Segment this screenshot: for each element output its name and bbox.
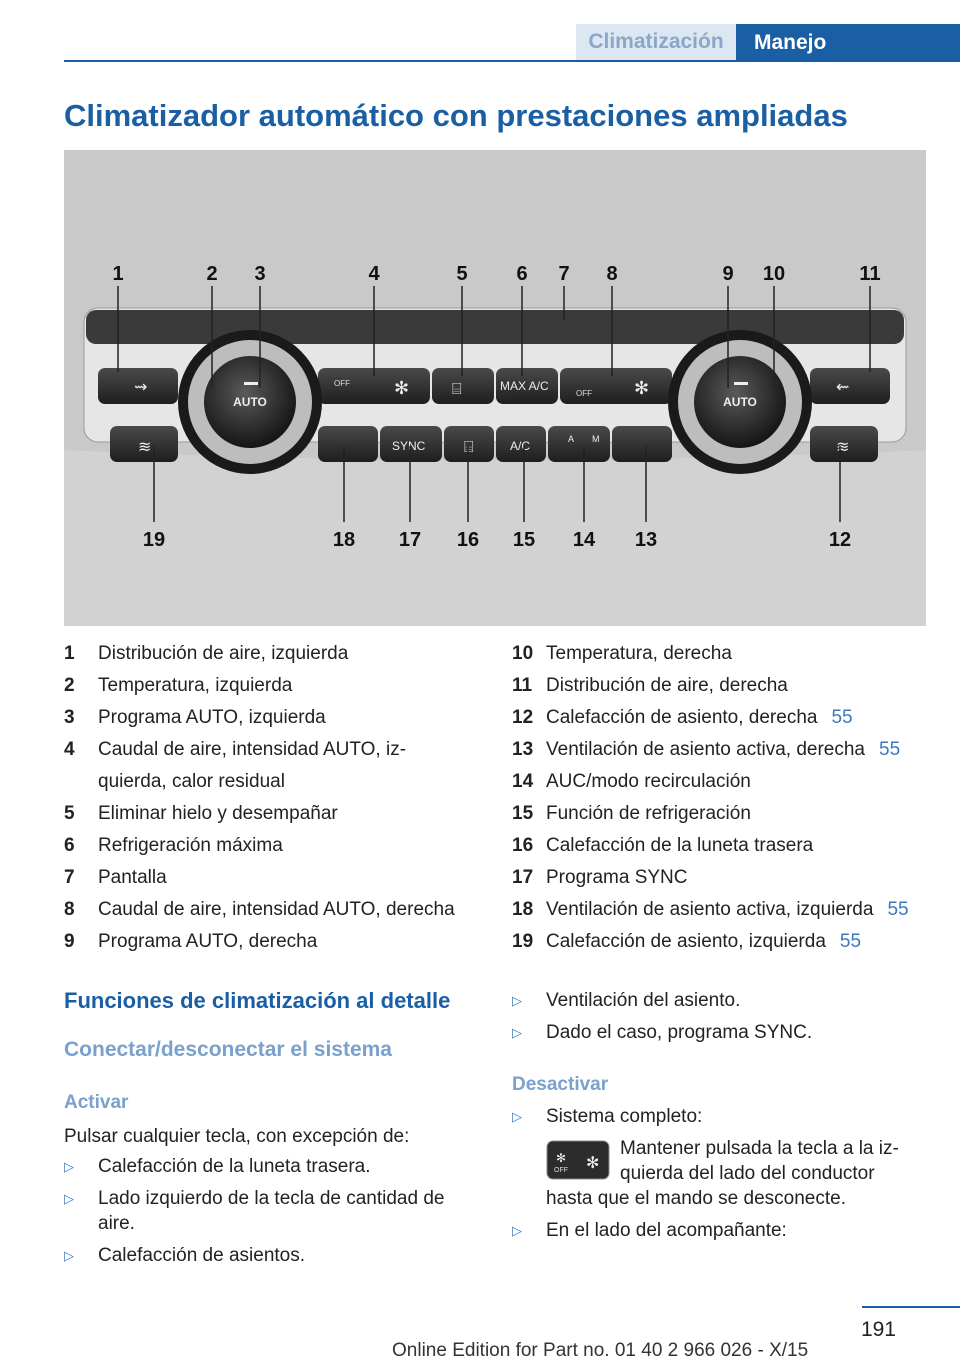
callout-8: 8 <box>606 263 618 285</box>
triangle-bullet-icon: ▷ <box>64 1191 74 1206</box>
deactivate-instruction: Mantener pulsada la tecla a la iz- quierda del lado del conductor <box>620 1138 899 1184</box>
list-item: ▷ Lado izquierdo de la tecla de cantidad de aire. <box>64 1188 445 1234</box>
header-rule <box>64 60 960 62</box>
callout-14: 14 <box>572 529 596 551</box>
fan-off-button-icon <box>546 1140 610 1180</box>
legend-item: 17 Programa SYNC <box>512 867 688 888</box>
legend-item: 19 Calefacción de asiento, izquierda 55 <box>512 931 862 952</box>
header-section-tab: Climatización <box>576 24 736 60</box>
legend-right <box>512 638 932 958</box>
page-ref-link[interactable]: 55 <box>839 931 862 952</box>
legend-item: 15 Función de refrigeración <box>512 803 751 824</box>
svg-text:OFF: OFF <box>554 1167 568 1174</box>
legend-item: 9 Programa AUTO, derecha <box>64 931 318 952</box>
legend-item: 10 Temperatura, derecha <box>512 643 732 664</box>
left-temperature-knob <box>178 330 322 474</box>
list-item: ▷ En el lado del acompañante: <box>512 1220 787 1241</box>
callout-19: 19 <box>142 529 166 551</box>
off-label-right: OFF <box>576 389 592 398</box>
legend-item: 1 Distribución de aire, izquierda <box>64 643 349 664</box>
page-title: Climatizador automático con prestaciones ampliadas <box>64 98 848 133</box>
callout-1: 1 <box>112 263 124 285</box>
sync-label: SYNC <box>392 439 426 453</box>
callout-16: 16 <box>456 529 480 551</box>
footer-rule <box>862 1306 960 1308</box>
callout-11: 11 <box>859 263 881 285</box>
a-label: A <box>568 434 575 444</box>
deactivate-list <box>512 1104 922 1136</box>
callout-18: 18 <box>332 529 356 551</box>
ac-label: A/C <box>510 439 531 453</box>
legend-item: 13 Ventilación de asiento activa, derecha 55 <box>512 739 901 760</box>
legend-item: 14 AUC/modo recirculación <box>512 771 751 792</box>
legend-left <box>64 638 484 958</box>
page-ref-link[interactable]: 55 <box>879 739 901 760</box>
right-temperature-knob <box>668 330 812 474</box>
deactivate-heading: Desactivar <box>512 1074 609 1095</box>
legend-item: 16 Calefacción de la luneta trasera <box>512 835 814 856</box>
legend-item: 4 Caudal de aire, intensidad AUTO, iz- quierda, calor residual <box>64 739 407 792</box>
callout-5: 5 <box>456 263 468 285</box>
callout-4: 4 <box>368 263 380 285</box>
legend-item: 11 Distribución de aire, derecha <box>512 675 788 696</box>
callout-15: 15 <box>512 529 536 551</box>
legend-item: 18 Ventilación de asiento activa, izquierda 55 <box>512 899 909 920</box>
legend-item: 12 Calefacción de asiento, derecha 55 <box>512 707 853 728</box>
climate-panel-figure <box>64 150 926 626</box>
callout-7: 7 <box>558 263 570 285</box>
svg-text:⇝: ⇝ <box>134 379 148 396</box>
svg-text:≋: ≋ <box>138 439 152 456</box>
list-item: ▷ Sistema completo: <box>512 1106 703 1127</box>
triangle-bullet-icon: ▷ <box>64 1159 74 1174</box>
activate-intro: Pulsar cualquier tecla, con excepción de: <box>64 1126 410 1147</box>
svg-text:✻: ✻ <box>634 378 650 398</box>
auto-label-left: AUTO <box>233 395 267 409</box>
callout-10: 10 <box>762 263 786 285</box>
legend-item: 5 Eliminar hielo y desempañar <box>64 803 338 824</box>
svg-text:✻: ✻ <box>394 378 410 398</box>
triangle-bullet-icon: ▷ <box>64 1248 74 1263</box>
callout-13: 13 <box>634 529 658 551</box>
svg-text:⇜: ⇜ <box>836 379 850 396</box>
m-label: M <box>592 434 600 444</box>
off-label: OFF <box>334 379 350 388</box>
page-ref-link[interactable]: 55 <box>887 899 909 920</box>
svg-text:✻: ✻ <box>586 1155 600 1172</box>
svg-text:⌸: ⌸ <box>464 439 474 456</box>
list-item: ▷ Calefacción de asientos. <box>64 1245 306 1266</box>
subsection-heading: Conectar/desconectar el sistema <box>64 1038 392 1061</box>
legend-item: 6 Refrigeración máxima <box>64 835 283 856</box>
section-heading: Funciones de climatización al detalle <box>64 988 451 1013</box>
header-chapter-tab: Manejo <box>736 24 960 62</box>
callout-9: 9 <box>722 263 734 285</box>
list-item: ▷ Ventilación del asiento. <box>512 990 741 1011</box>
activate-exceptions-list-continued <box>512 988 922 1052</box>
triangle-bullet-icon: ▷ <box>512 993 522 1008</box>
triangle-bullet-icon: ▷ <box>512 1025 522 1040</box>
callout-6: 6 <box>516 263 528 285</box>
svg-text:✻: ✻ <box>556 1151 567 1165</box>
auto-label-right: AUTO <box>723 395 757 409</box>
callout-12: 12 <box>828 529 852 551</box>
deactivate-instruction-cont: hasta que el mando se desconecte. <box>546 1188 846 1209</box>
passenger-side-list <box>512 1218 922 1250</box>
list-item: ▷ Dado el caso, programa SYNC. <box>512 1022 813 1043</box>
triangle-bullet-icon: ▷ <box>512 1109 522 1124</box>
svg-text:⌸: ⌸ <box>452 381 462 398</box>
callout-2: 2 <box>206 263 218 285</box>
max-ac-label: MAX A/C <box>500 379 549 393</box>
legend-item: 2 Temperatura, izquierda <box>64 675 293 696</box>
page-number: 191 <box>860 1318 896 1341</box>
edition-footer: Online Edition for Part no. 01 40 2 966 026 - X/15 <box>392 1340 809 1361</box>
page-ref-link[interactable]: 55 <box>831 707 853 728</box>
activate-exceptions-list <box>64 1154 474 1275</box>
legend-item: 3 Programa AUTO, izquierda <box>64 707 326 728</box>
activate-heading: Activar <box>64 1092 129 1113</box>
triangle-bullet-icon: ▷ <box>512 1223 522 1238</box>
legend-item: 8 Caudal de aire, intensidad AUTO, derecha <box>64 899 455 920</box>
svg-text:≋: ≋ <box>836 439 850 456</box>
list-item: ▷ Calefacción de la luneta trasera. <box>64 1156 371 1177</box>
callout-3: 3 <box>254 263 266 285</box>
legend-item: 7 Pantalla <box>64 867 167 888</box>
callout-17: 17 <box>398 529 422 551</box>
